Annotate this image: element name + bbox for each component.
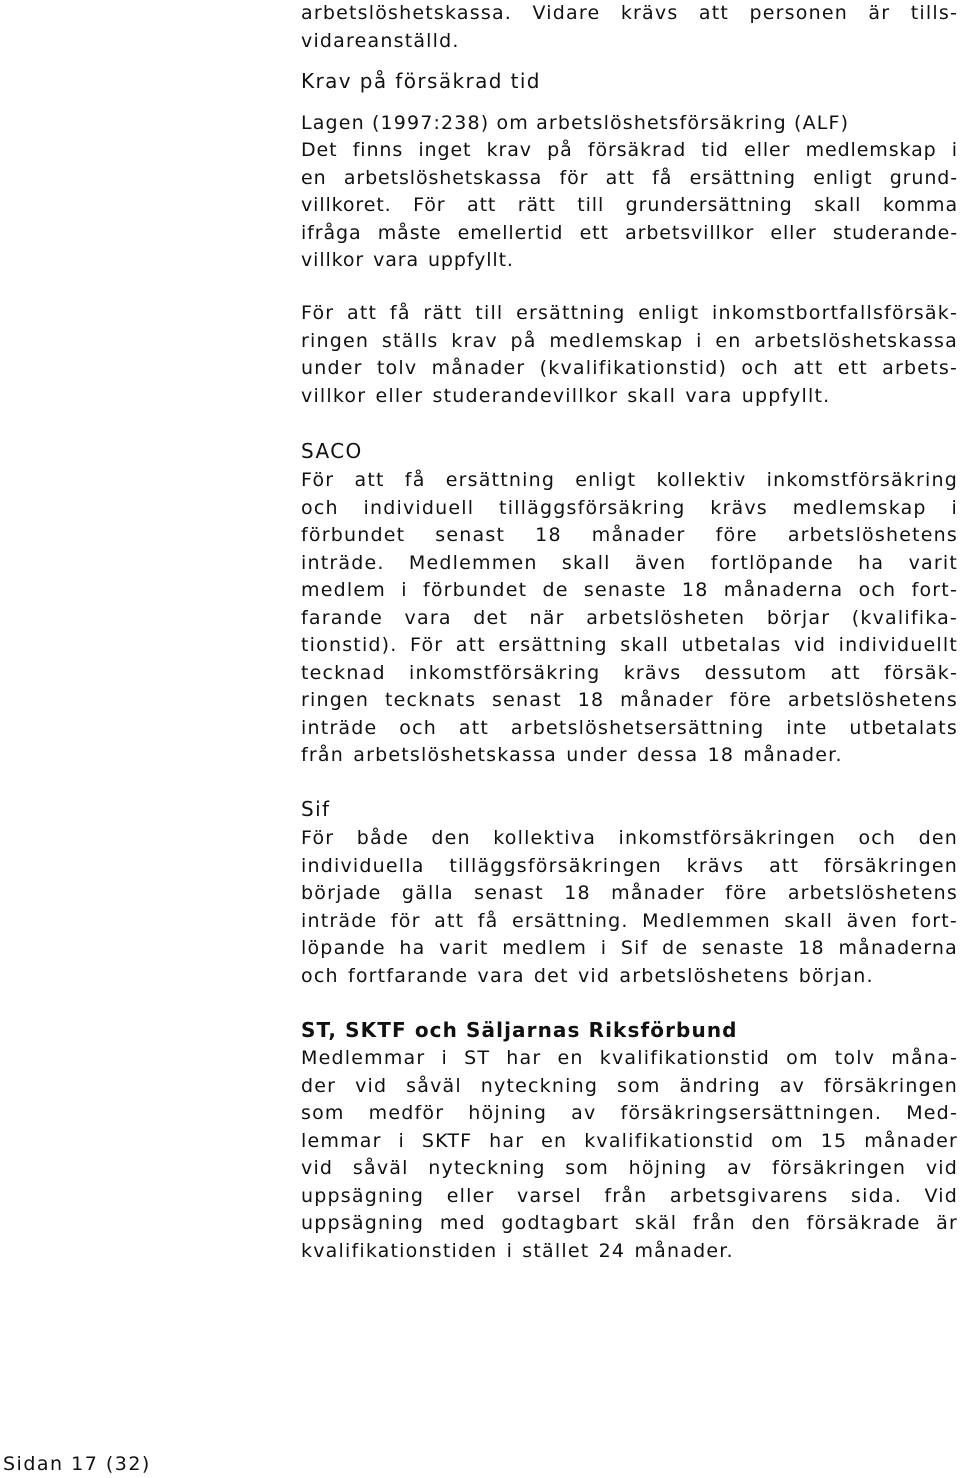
sif-paragraph (301, 825, 958, 990)
paragraph-line: under tolv månader (kvalifikationstid) och att ett arbets- (301, 357, 958, 379)
paragraph-line: villkoret. För att rätt till grundersättning skall komma (301, 194, 958, 216)
paragraph-line: tionstid). För att ersättning skall utbetalas vid individuellt (301, 634, 958, 656)
intro-line: arbetslöshetskassa. Vidare krävs att personen är tills- (301, 2, 958, 24)
paragraph-line: uppsägning eller varsel från arbetsgivarens sida. Vid (301, 1184, 958, 1207)
paragraph-line: kvalifikationstiden i stället 24 månader. (301, 1239, 734, 1262)
paragraph-line: villkor vara uppfyllt. (301, 249, 514, 271)
paragraph-line: För både den kollektiva inkomstförsäkringen och den (301, 827, 958, 849)
paragraph-line: ifråga måste emellertid ett arbetsvillkor eller studerande- (301, 221, 958, 244)
paragraph-line: löpande ha varit medlem i Sif de senaste 18 månaderna (301, 937, 958, 959)
paragraph-line: För att få ersättning enligt kollektiv inkomstförsäkring (301, 469, 958, 491)
section-heading-saco: SACO (301, 439, 363, 463)
paragraph-line: ringen tecknats senast 18 månader före arbetslöshetens (301, 689, 958, 711)
page-number: Sidan 17 (32) (3, 1453, 151, 1475)
paragraph-line: medlem i förbundet de senaste 18 månaderna och fort- (301, 579, 958, 601)
paragraph-line: och fortfarande vara det vid arbetslöshetens början. (301, 964, 874, 987)
intro-paragraph (301, 0, 958, 55)
section-heading-krav: Krav på försäkrad tid (301, 69, 541, 93)
paragraph-line: villkor eller studerandevillkor skall vara uppfyllt. (301, 384, 831, 407)
paragraph-line: inträde för att få ersättning. Medlemmen skall även fort- (301, 909, 958, 932)
st-paragraph (301, 1045, 958, 1265)
paragraph-line: en arbetslöshetskassa för att få ersättning enligt grund- (301, 166, 958, 189)
krav-paragraph-2 (301, 300, 958, 410)
paragraph-line: För att få rätt till ersättning enligt inkomstbortfallsförsäk- (301, 302, 958, 324)
paragraph-line: började gälla senast 18 månader före arbetslöshetens (301, 882, 958, 904)
krav-paragraph-1 (301, 137, 958, 275)
paragraph-line: uppsägning med godtagbart skäl från den försäkrade är (301, 1212, 958, 1234)
paragraph-line: ringen ställs krav på medlemskap i en arbetslöshetskassa (301, 329, 958, 352)
subheading-alf: Lagen (1997:238) om arbetslöshetsförsäkring (ALF) (301, 112, 850, 134)
paragraph-line: lemmar i SKTF har en kvalifikationstid om 15 månader (301, 1129, 958, 1152)
paragraph-line: vid såväl nyteckning som höjning av försäkringen vid (301, 1157, 958, 1179)
paragraph-line: tecknad inkomstförsäkring krävs dessutom att försäk- (301, 661, 958, 684)
intro-line: vidareanställd. (301, 29, 460, 52)
saco-paragraph (301, 467, 958, 770)
paragraph-line: inträde och att arbetslöshetsersättning inte utbetalats (301, 716, 958, 739)
paragraph-line: inträde. Medlemmen skall även fortlöpande ha varit (301, 551, 958, 574)
section-heading-st: ST, SKTF och Säljarnas Riksförbund (301, 1018, 738, 1042)
paragraph-line: som medför höjning av försäkringsersättningen. Med- (301, 1102, 958, 1124)
paragraph-line: farande vara det när arbetslösheten börjar (kvalifika- (301, 606, 958, 629)
paragraph-line: Medlemmar i ST har en kvalifikationstid om tolv måna- (301, 1047, 958, 1069)
paragraph-line: från arbetslöshetskassa under dessa 18 månader. (301, 744, 843, 766)
paragraph-line: förbundet senast 18 månader före arbetslöshetens (301, 524, 958, 546)
paragraph-line: der vid såväl nyteckning som ändring av försäkringen (301, 1074, 958, 1097)
paragraph-line: och individuell tilläggsförsäkring krävs medlemskap i (301, 496, 958, 519)
paragraph-line: Det finns inget krav på försäkrad tid eller medlemskap i (301, 139, 958, 161)
section-heading-sif: Sif (301, 797, 331, 821)
paragraph-line: individuella tilläggsförsäkringen krävs att försäkringen (301, 854, 958, 877)
